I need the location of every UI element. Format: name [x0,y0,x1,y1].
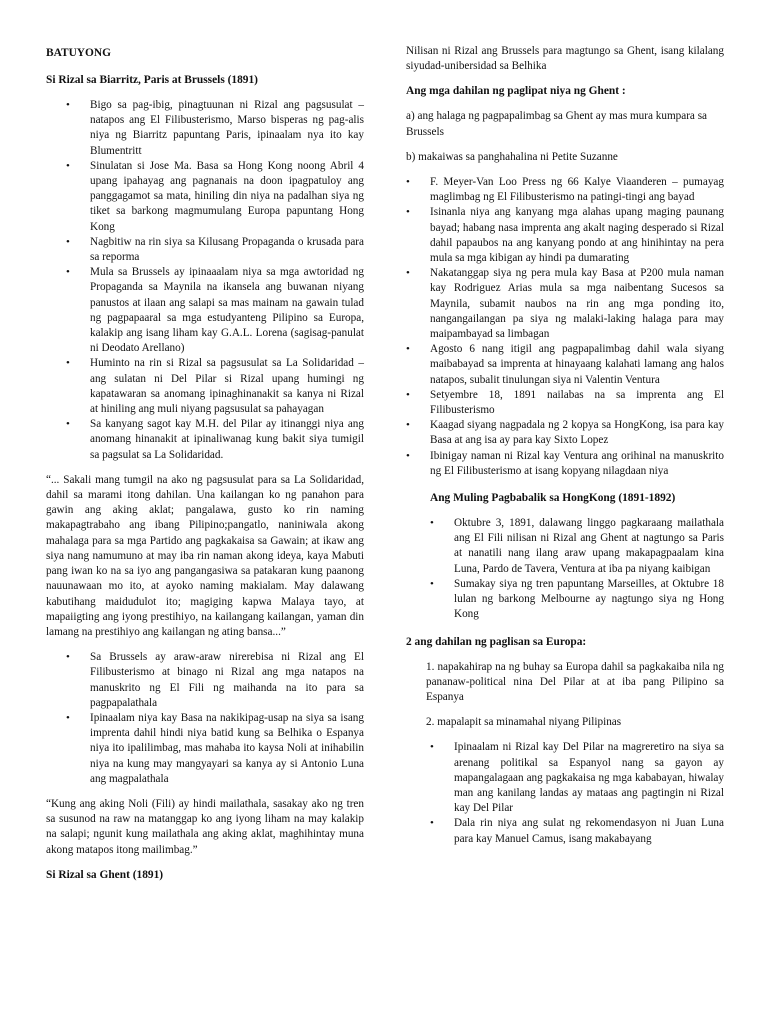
list-item [406,266,724,342]
bullet-glyph: • [430,741,434,754]
list-item-text: F. Meyer-Van Loo Press ng 66 Kalye Viaanderen – pumayag maglimbag ng El Filibusterismo na patingi-tingi ang bayad [430,176,724,204]
list-item-text: Sa kanyang sagot kay M.H. del Pilar ay itinanggi niya ang anomang hinanakit at ipinaliwanag kung bakit siya tumigil sa pagsulat sa La Solidaridad. [90,418,364,461]
list-item-text: Nakatanggap siya ng pera mula kay Basa at P200 mula naman kay Rodriguez Arias mula sa mga naibentang Sucesos sa Maynila, subamit naubos na rin ang mga ponding ito, nangangailangan pa siya ng malaki-laking halaga para may maipambayad sa limbagan [430,267,724,341]
bullet-list-biarritz [46,98,364,463]
bullet-glyph: • [430,817,434,830]
list-item-text: Ipinaalam niya kay Basa na nakikipag-usap na siya sa isang imprenta dahil hindi niya batid kung sa Belhika o Espanya niya ito ipalilimbag, mas mahaba ito kaysa Noli at inihabilin niya na kung may mangyayari sa kanya ay si Antonio Luna ang magpalathala [90,711,364,785]
list-item [406,175,724,205]
bullet-glyph: • [430,517,434,530]
list-item-text: Ipinaalam ni Rizal kay Del Pilar na magreretiro na siya sa arenang politikal sa Espanyol nang sa gayon ay mapangalagaan ang pagkakaisa ng mga kababayan, hiwalay man ang kanilang landas ay mataas ang pagtingin ni Rizal kay Del Pilar [454,741,724,815]
bullet-list-hongkong [406,516,724,622]
bullet-glyph: • [66,159,70,172]
list-item-text: Nagbitiw na rin siya sa Kilusang Propaganda o krusada para sa reporma [90,235,364,264]
list-item [406,205,724,266]
list-item-text: Kaagad siyang nagpadala ng 2 kopya sa HongKong, isa para kay Basa at ang isa ay para kay Sixto Lopez [430,419,724,447]
list-item [406,418,724,448]
bullet-glyph: • [66,357,70,370]
bullet-glyph: • [66,651,70,664]
bullet-list-brussels [46,650,364,787]
bullet-glyph: • [66,99,70,111]
bullet-glyph: • [406,419,410,432]
reason-a: a) ang halaga ng pagpapalimbag sa Ghent ay mas mura kumpara sa Brussels [406,110,708,138]
section-title-hongkong: Ang Muling Pagbabalik sa HongKong (1891-1892) [430,492,676,505]
list-item-text: Sinulatan si Jose Ma. Basa sa Hong Kong noong Abril 4 upang ipahayag ang pagnanais na doon ipagpatuloy ang panggagamot sa mata, hiniling din niya na padalhan siya ng tiket sa barkong magmumulang Europa papuntang Hong Kong [90,159,364,233]
list-item-text: Setyembre 18, 1891 nailabas na sa imprenta ang El Filibusterismo [430,388,724,417]
bullet-glyph: • [406,343,410,356]
list-item [66,650,364,711]
reason-1: 1. napakahirap na ng buhay sa Europa dahil sa pagkakaiba nila ng pananaw-political nina Del Pilar at at iba pang Pilipino sa Espanya [426,660,724,703]
list-item [66,356,364,417]
left-column [46,44,364,883]
bullet-glyph: • [406,206,410,219]
list-item-text: Ibinigay naman ni Rizal kay Ventura ang orihinal na manuskrito ng El Filibusterismo at isang kopyang nilagdaan niya [430,449,724,477]
quote-noli-fili: “Kung ang aking Noli (Fili) ay hindi mailathala, sasakay ako ng tren sa susunod na raw na matanggap ko ang iyong liham na may kalakip na salapi; ngunit kung mailathala ang aking aklat, maghihintay muna akong matapos itong mailimbag.” [46,797,364,856]
list-item [66,711,364,787]
bullet-glyph: • [406,388,410,401]
list-item [66,98,364,159]
bullet-glyph: • [430,577,434,590]
list-item [66,265,364,356]
section-title-reasons: Ang mga dahilan ng paglipat niya ng Ghent : [406,85,626,98]
bullet-glyph: • [406,267,410,280]
list-item-text: Sumakay siya ng tren papuntang Marseilles, at Oktubre 18 lulan ng barkong Melbourne ay nagtungo siya ng Hong Kong [454,577,724,621]
list-item-text: Oktubre 3, 1891, dalawang linggo pagkaraang mailathala ang El Fili nilisan ni Rizal ang Ghent at nagtungo sa Paris at nanatili nang ilang araw upang makapagpaalam kina Luna, Pardo de Tavera, Ventura at iba pa niyang kaibigan [454,517,724,575]
list-item-text: Huminto na rin si Rizal sa pagsusulat sa La Solidaridad – ang sulatan ni Del Pilar si Rizal upang humingi ng kapatawaran sa anomang ipinaghinanakit sa kanya ni Rizal at hiniling ang muli niyang pagsusulat sa pahayagan [90,357,364,416]
bullet-list-ghent [406,175,724,479]
section-title-europe: 2 ang dahilan ng paglisan sa Europa: [406,635,587,648]
list-item [406,388,724,418]
list-item [66,235,364,265]
bullet-glyph: • [66,418,70,431]
list-item [406,449,724,479]
list-item [66,417,364,463]
list-item [430,577,724,623]
bullet-glyph: • [66,266,70,279]
bullet-list-europe [406,740,724,846]
list-item-text: Dala rin niya ang sulat ng rekomendasyon ni Juan Luna para kay Manuel Camus, isang makabayang [454,817,724,845]
bullet-glyph: • [66,711,70,724]
right-column [406,44,724,859]
list-item-text: Agosto 6 nang itigil ang pagpapalimbag dahil wala siyang maibabayad sa imprenta at hinayaang kalahati lamang ang halos natapos, subalit tinulungan siya ni Valentin Ventura [430,343,724,386]
quote-del-pilar: “... Sakali mang tumgil na ako ng pagsusulat para sa La Solidaridad, dahil sa marami itong dahilan. Una kailangan ko ng panahon para gawin ang aking aklat; pangalawa, gusto ko rin naming makapagtrabaho ang ibang Pilipino;pangatlo, naniniwala akong mahalaga para sa mga Partido ang pagkakaisa sa Gawain; at ikaw ang siya nang namumuno at may iba rin naman akong ideya, kaya Mabuti pang iwan ko na sa iyo ang pangangasiwa sa patakaran kung paanong nauunawaan mo ito, at ayoko naming makialam. May dalawang kabutihang maidudulot ito; magiging kapwa Malaya tayo, at mapaiigting ang iyong prestihiyo, na kailangang kailangan, yaman din lamang na prestihiyo ang kailangan ng ating bansa...” [46,473,364,638]
section-title-biarritz: Si Rizal sa Biarritz, Paris at Brussels (1891) [46,74,258,86]
section-title-ghent: Si Rizal sa Ghent (1891) [46,868,164,881]
bullet-glyph: • [406,449,410,462]
list-item [430,816,724,846]
list-item-text: Sa Brussels ay araw-araw nirerebisa ni Rizal ang El Filibusterismo at binago ni Rizal ang mga natapos na manuskrito ng El Fili ng maihanda na ito para sa pagpapalathala [90,651,364,709]
list-item [66,159,364,235]
intro-paragraph: Nilisan ni Rizal ang Brussels para magtungo sa Ghent, isang kilalang siyudad-unibersidad sa Belhika [406,45,724,73]
bullet-glyph: • [406,176,410,189]
list-item-text: Isinanla niya ang kanyang mga alahas upang maging paunang bayad; habang nasa imprenta ang akalt naging desperado si Rizal dahil papaubos na ang kanyang pondo at ang hinihintay na pera mula sa mga kibigan ay hindi pa dumarating [430,206,724,265]
list-item [430,516,724,577]
bullet-glyph: • [66,235,70,248]
reason-2: 2. mapalapit sa minamahal niyang Pilipinas [426,716,622,729]
list-item-text: Bigo sa pag-ibig, pinagtuunan ni Rizal ang pagsusulat –natapos ang El Filibusterismo, Marso bisperas ng pag-alis niya ng Biarritz papuntang Paris, ipinaalam nya ito kay Blumentritt [90,99,364,157]
list-item [406,342,724,388]
document-title: BATUYONG [46,47,111,59]
list-item [430,740,724,816]
reason-b: b) makaiwas sa panghahalina ni Petite Suzanne [406,150,618,163]
list-item-text: Mula sa Brussels ay ipinaaalam niya sa mga awtoridad ng Propaganda sa Maynila na ikansela ang buwanan niyang panustos at ilaan ang salapi sa mas mainam na gawain tulad ng pagpapaaral sa mga estudyanteng Pilipino sa Europa, kalakip ang isang liham kay G.A.L. Lorena (sagisag-panulat ni Deodato Arellano) [90,266,364,355]
